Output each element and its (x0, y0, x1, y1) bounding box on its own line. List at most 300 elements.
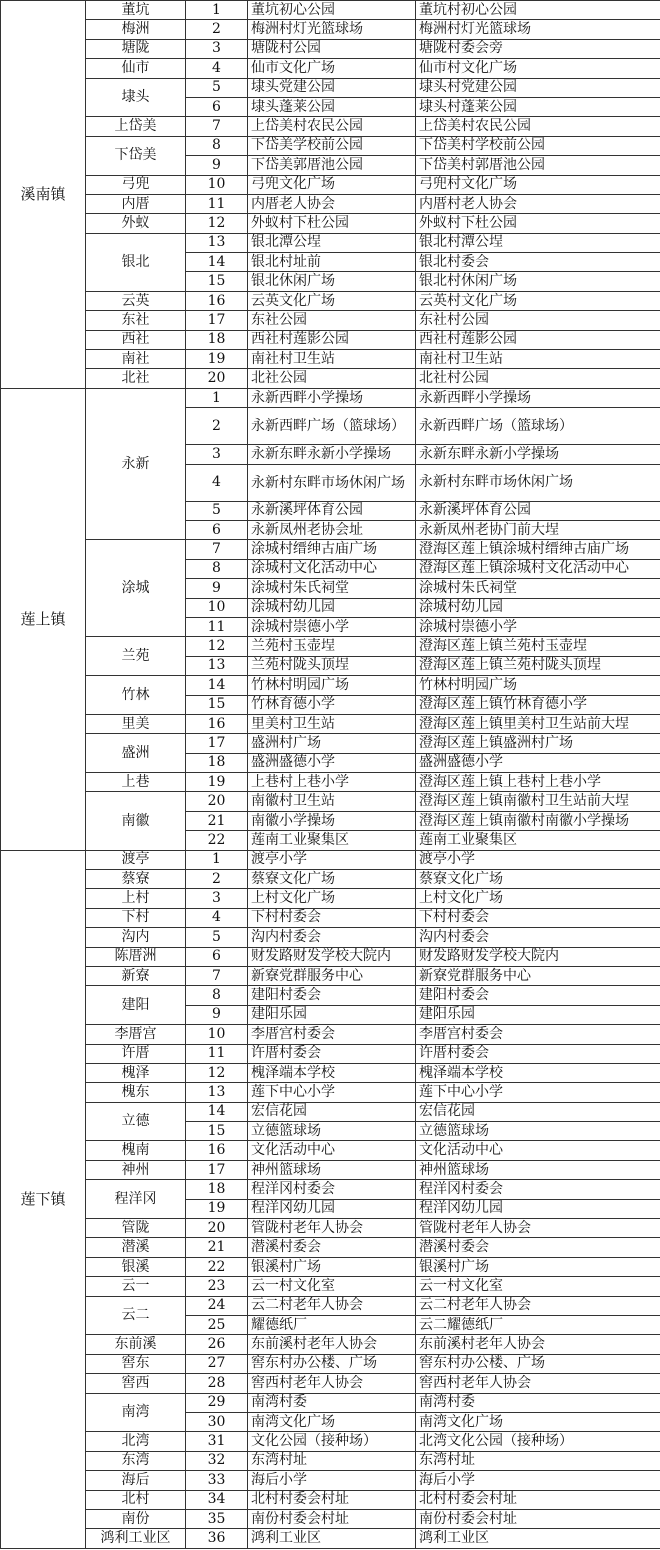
village-name-cell: 涂城 (86, 540, 186, 637)
table-row (1, 966, 660, 985)
table-row (1, 792, 660, 811)
site-name-cell: 云二村老年人协会 (248, 1296, 416, 1315)
site-address-cell: 渡亭小学 (416, 850, 660, 869)
site-number-cell: 2 (186, 870, 248, 889)
site-number-cell: 10 (186, 175, 248, 194)
village-name-cell: 槐南 (86, 1141, 186, 1160)
site-address-cell: 澄海区莲上镇南徽村卫生站前大埕 (416, 792, 660, 811)
village-name-cell: 竹林 (86, 676, 186, 715)
site-name-cell: 南徽村卫生站 (248, 792, 416, 811)
site-address-cell: 鸿利工业区 (416, 1529, 660, 1548)
table-row (1, 637, 660, 656)
site-number-cell: 22 (186, 831, 248, 850)
site-number-cell: 32 (186, 1451, 248, 1470)
village-name-cell: 北湾 (86, 1432, 186, 1451)
site-number-cell: 16 (186, 714, 248, 733)
site-address-cell: 立德篮球场 (416, 1122, 660, 1141)
site-address-cell: 永新西畔广场（篮球场） (416, 408, 660, 445)
site-number-cell: 6 (186, 97, 248, 116)
table-row (1, 78, 660, 97)
site-name-cell: 莲南工业聚集区 (248, 831, 416, 850)
site-number-cell: 18 (186, 1180, 248, 1199)
site-address-cell: 银北村潭公埕 (416, 233, 660, 252)
table-row (1, 1451, 660, 1470)
site-name-cell: 槐泽端本学校 (248, 1063, 416, 1082)
table-row (1, 330, 660, 349)
site-address-cell: 神州篮球场 (416, 1160, 660, 1179)
site-address-cell: 澄海区莲上镇兰苑村陇头顶埕 (416, 656, 660, 675)
table-row (1, 175, 660, 194)
site-address-cell: 银北村休闲广场 (416, 272, 660, 291)
site-number-cell: 6 (186, 520, 248, 539)
site-number-cell: 34 (186, 1490, 248, 1509)
site-number-cell: 15 (186, 1122, 248, 1141)
village-name-cell: 西社 (86, 330, 186, 349)
site-address-cell: 银溪村广场 (416, 1257, 660, 1276)
site-address-cell: 莲下中心小学 (416, 1083, 660, 1102)
site-address-cell: 塘陇村委会旁 (416, 39, 660, 58)
site-name-cell: 下岱美学校前公园 (248, 136, 416, 155)
table-row (1, 714, 660, 733)
site-address-cell: 东湾村址 (416, 1451, 660, 1470)
site-address-cell: 李厝宫村委会 (416, 1025, 660, 1044)
village-name-cell: 南湾 (86, 1393, 186, 1432)
table-row (1, 1257, 660, 1276)
site-number-cell: 12 (186, 214, 248, 233)
table-row (1, 1393, 660, 1412)
site-name-cell: 新寮党群服务中心 (248, 966, 416, 985)
site-name-cell: 沟内村委会 (248, 928, 416, 947)
village-name-cell: 潜溪 (86, 1238, 186, 1257)
site-address-cell: 南湾村委 (416, 1393, 660, 1412)
village-name-cell: 云英 (86, 291, 186, 310)
site-number-cell: 35 (186, 1509, 248, 1528)
site-name-cell: 梅洲村灯光篮球场 (248, 20, 416, 39)
site-address-cell: 潜溪村委会 (416, 1238, 660, 1257)
village-name-cell: 北村 (86, 1490, 186, 1509)
site-name-cell: 银北村址前 (248, 253, 416, 272)
village-name-cell: 下岱美 (86, 136, 186, 175)
village-name-cell: 神州 (86, 1160, 186, 1179)
site-number-cell: 6 (186, 947, 248, 966)
table-row (1, 1141, 660, 1160)
village-name-cell: 盛洲 (86, 734, 186, 773)
site-name-cell: 仙市文化广场 (248, 59, 416, 78)
site-number-cell: 19 (186, 1199, 248, 1218)
site-name-cell: 鸿利工业区 (248, 1529, 416, 1548)
site-name-cell: 程洋冈村委会 (248, 1180, 416, 1199)
site-name-cell: 弓兜文化广场 (248, 175, 416, 194)
site-address-cell: 外蚁村下杜公园 (416, 214, 660, 233)
table-row (1, 986, 660, 1005)
site-number-cell: 24 (186, 1296, 248, 1315)
site-name-cell: 涂城村崇德小学 (248, 617, 416, 636)
site-address-cell: 文化活动中心 (416, 1141, 660, 1160)
site-number-cell: 7 (186, 540, 248, 559)
village-name-cell: 新寮 (86, 966, 186, 985)
site-number-cell: 18 (186, 330, 248, 349)
site-number-cell: 5 (186, 78, 248, 97)
table-row (1, 540, 660, 559)
site-number-cell: 26 (186, 1335, 248, 1354)
site-address-cell: 澄海区莲上镇盛洲村广场 (416, 734, 660, 753)
site-address-cell: 董坑村初心公园 (416, 1, 660, 20)
site-address-cell: 许厝村委会 (416, 1044, 660, 1063)
table-row (1, 39, 660, 58)
village-name-cell: 下村 (86, 908, 186, 927)
site-address-cell: 南湾文化广场 (416, 1412, 660, 1431)
site-name-cell: 竹林村明园广场 (248, 676, 416, 695)
site-address-cell: 云一村文化室 (416, 1277, 660, 1296)
site-number-cell: 25 (186, 1316, 248, 1335)
site-number-cell: 15 (186, 272, 248, 291)
site-number-cell: 13 (186, 656, 248, 675)
table-row (1, 870, 660, 889)
site-number-cell: 31 (186, 1432, 248, 1451)
site-name-cell: 涂城村幼儿园 (248, 598, 416, 617)
village-name-cell: 梅洲 (86, 20, 186, 39)
site-address-cell: 西社村莲影公园 (416, 330, 660, 349)
site-name-cell: 建阳村委会 (248, 986, 416, 1005)
village-name-cell: 槐东 (86, 1083, 186, 1102)
table-row (1, 928, 660, 947)
site-name-cell: 蔡寮文化广场 (248, 870, 416, 889)
site-name-cell: 窖西村老年人协会 (248, 1374, 416, 1393)
site-name-cell: 银北休闲广场 (248, 272, 416, 291)
site-address-cell: 沟内村委会 (416, 928, 660, 947)
site-number-cell: 11 (186, 194, 248, 213)
site-name-cell: 上巷村上巷小学 (248, 773, 416, 792)
village-name-cell: 塘陇 (86, 39, 186, 58)
table-row (1, 59, 660, 78)
site-name-cell: 涂城村朱氏祠堂 (248, 579, 416, 598)
village-name-cell: 兰苑 (86, 637, 186, 676)
site-address-cell: 程洋冈幼儿园 (416, 1199, 660, 1218)
table-row (1, 1025, 660, 1044)
site-number-cell: 1 (186, 1, 248, 20)
village-name-cell: 东前溪 (86, 1335, 186, 1354)
site-address-cell: 下岱美村郭厝池公园 (416, 156, 660, 175)
site-name-cell: 永新西畔广场（篮球场） (248, 408, 416, 445)
table-row (1, 1219, 660, 1238)
site-address-cell: 永新村东畔市场休闲广场 (416, 464, 660, 501)
site-number-cell: 2 (186, 408, 248, 445)
site-address-cell: 埭头村蓬莱公园 (416, 97, 660, 116)
village-name-cell: 弓兜 (86, 175, 186, 194)
table-row (1, 1238, 660, 1257)
table-row (1, 676, 660, 695)
site-address-cell: 下村村委会 (416, 908, 660, 927)
village-name-cell: 渡亭 (86, 850, 186, 869)
site-address-cell: 下岱美村学校前公园 (416, 136, 660, 155)
site-name-cell: 西社村莲影公园 (248, 330, 416, 349)
village-name-cell: 永新 (86, 388, 186, 540)
site-name-cell: 里美村卫生站 (248, 714, 416, 733)
village-name-cell: 许厝 (86, 1044, 186, 1063)
village-name-cell: 窖东 (86, 1354, 186, 1373)
village-name-cell: 上巷 (86, 773, 186, 792)
site-name-cell: 埭头党建公园 (248, 78, 416, 97)
site-address-cell: 澄海区莲上镇涂城村缙绅古庙广场 (416, 540, 660, 559)
village-name-cell: 内厝 (86, 194, 186, 213)
village-name-cell: 建阳 (86, 986, 186, 1025)
table-row (1, 388, 660, 407)
site-number-cell: 33 (186, 1471, 248, 1490)
site-number-cell: 21 (186, 811, 248, 830)
site-name-cell: 财发路财发学校大院内 (248, 947, 416, 966)
site-number-cell: 4 (186, 908, 248, 927)
table-row (1, 1471, 660, 1490)
site-address-cell: 财发路财发学校大院内 (416, 947, 660, 966)
site-address-cell: 永新西畔小学操场 (416, 388, 660, 407)
site-number-cell: 13 (186, 1083, 248, 1102)
village-name-cell: 立德 (86, 1102, 186, 1141)
village-name-cell: 沟内 (86, 928, 186, 947)
table-row (1, 1529, 660, 1548)
site-name-cell: 永新东畔永新小学操场 (248, 445, 416, 464)
site-number-cell: 7 (186, 117, 248, 136)
table-row (1, 1160, 660, 1179)
site-number-cell: 20 (186, 1219, 248, 1238)
site-number-cell: 13 (186, 233, 248, 252)
table-body (1, 1, 660, 1549)
site-number-cell: 19 (186, 773, 248, 792)
village-name-cell: 银北 (86, 233, 186, 291)
site-name-cell: 北村村委会村址 (248, 1490, 416, 1509)
site-name-cell: 上村文化广场 (248, 889, 416, 908)
table-row (1, 1296, 660, 1315)
town-name-cell: 溪南镇 (1, 1, 86, 389)
table-row (1, 889, 660, 908)
site-name-cell: 东前溪村老年人协会 (248, 1335, 416, 1354)
table-row (1, 850, 660, 869)
site-address-cell: 南份村委会村址 (416, 1509, 660, 1528)
site-number-cell: 7 (186, 966, 248, 985)
site-number-cell: 12 (186, 1063, 248, 1082)
site-name-cell: 北社公园 (248, 369, 416, 388)
site-address-cell: 管陇村老年人协会 (416, 1219, 660, 1238)
site-number-cell: 30 (186, 1412, 248, 1431)
site-number-cell: 27 (186, 1354, 248, 1373)
site-name-cell: 永新溪坪体育公园 (248, 501, 416, 520)
village-name-cell: 云一 (86, 1277, 186, 1296)
village-name-cell: 云二 (86, 1296, 186, 1335)
site-address-cell: 上岱美村农民公园 (416, 117, 660, 136)
site-name-cell: 渡亭小学 (248, 850, 416, 869)
site-name-cell: 窖东村办公楼、广场 (248, 1354, 416, 1373)
site-number-cell: 8 (186, 559, 248, 578)
table-row (1, 734, 660, 753)
village-name-cell: 南份 (86, 1509, 186, 1528)
site-number-cell: 12 (186, 637, 248, 656)
table-row (1, 1490, 660, 1509)
site-address-cell: 梅洲村灯光篮球场 (416, 20, 660, 39)
site-address-cell: 澄海区莲上镇竹林育德小学 (416, 695, 660, 714)
site-number-cell: 1 (186, 388, 248, 407)
site-address-cell: 竹林村明园广场 (416, 676, 660, 695)
site-name-cell: 神州篮球场 (248, 1160, 416, 1179)
site-name-cell: 南湾村委 (248, 1393, 416, 1412)
village-name-cell: 鸿利工业区 (86, 1529, 186, 1548)
site-address-cell: 银北村委会 (416, 253, 660, 272)
site-number-cell: 10 (186, 598, 248, 617)
site-name-cell: 耀德纸厂 (248, 1316, 416, 1335)
village-name-cell: 外蚁 (86, 214, 186, 233)
site-name-cell: 永新西畔小学操场 (248, 388, 416, 407)
site-number-cell: 3 (186, 445, 248, 464)
site-number-cell: 4 (186, 464, 248, 501)
site-address-cell: 东前溪村老年人协会 (416, 1335, 660, 1354)
site-address-cell: 海后小学 (416, 1471, 660, 1490)
village-name-cell: 上村 (86, 889, 186, 908)
table-row (1, 1335, 660, 1354)
table-row (1, 1102, 660, 1121)
village-name-cell: 蔡寮 (86, 870, 186, 889)
site-name-cell: 永新凤州老协会址 (248, 520, 416, 539)
site-name-cell: 埭头蓬莱公园 (248, 97, 416, 116)
site-number-cell: 5 (186, 928, 248, 947)
site-name-cell: 文化公园（接种场） (248, 1432, 416, 1451)
village-name-cell: 程洋冈 (86, 1180, 186, 1219)
village-name-cell: 上岱美 (86, 117, 186, 136)
site-number-cell: 8 (186, 986, 248, 1005)
site-name-cell: 海后小学 (248, 1471, 416, 1490)
site-number-cell: 21 (186, 1238, 248, 1257)
table-row (1, 350, 660, 369)
site-address-cell: 永新东畔永新小学操场 (416, 445, 660, 464)
site-number-cell: 15 (186, 695, 248, 714)
site-name-cell: 盛洲盛德小学 (248, 753, 416, 772)
table-row (1, 214, 660, 233)
site-name-cell: 外蚁村下杜公园 (248, 214, 416, 233)
table-row (1, 908, 660, 927)
site-address-cell: 北湾文化公园（接种场） (416, 1432, 660, 1451)
village-name-cell: 南社 (86, 350, 186, 369)
town-name-cell: 莲下镇 (1, 850, 86, 1548)
table-row (1, 194, 660, 213)
site-name-cell: 上岱美村农民公园 (248, 117, 416, 136)
village-name-cell: 东湾 (86, 1451, 186, 1470)
table-row (1, 311, 660, 330)
site-name-cell: 兰苑村玉壶埕 (248, 637, 416, 656)
site-number-cell: 18 (186, 753, 248, 772)
village-name-cell: 窖西 (86, 1374, 186, 1393)
site-address-cell: 澄海区莲上镇兰苑村玉壶埕 (416, 637, 660, 656)
site-name-cell: 塘陇村公园 (248, 39, 416, 58)
site-address-cell: 北村村委会村址 (416, 1490, 660, 1509)
table-row (1, 1180, 660, 1199)
site-address-cell: 建阳村委会 (416, 986, 660, 1005)
site-number-cell: 10 (186, 1025, 248, 1044)
table-row (1, 1063, 660, 1082)
site-address-cell: 北社村公园 (416, 369, 660, 388)
site-address-cell: 弓兜村文化广场 (416, 175, 660, 194)
site-name-cell: 潜溪村委会 (248, 1238, 416, 1257)
table-row (1, 117, 660, 136)
site-address-cell: 涂城村崇德小学 (416, 617, 660, 636)
village-name-cell: 银溪 (86, 1257, 186, 1276)
site-number-cell: 14 (186, 1102, 248, 1121)
site-address-cell: 永新凤州老协门前大埕 (416, 520, 660, 539)
site-number-cell: 14 (186, 253, 248, 272)
site-number-cell: 22 (186, 1257, 248, 1276)
site-number-cell: 20 (186, 792, 248, 811)
table-row (1, 20, 660, 39)
site-number-cell: 29 (186, 1393, 248, 1412)
site-number-cell: 11 (186, 1044, 248, 1063)
site-name-cell: 文化活动中心 (248, 1141, 416, 1160)
site-address-cell: 莲南工业聚集区 (416, 831, 660, 850)
site-address-cell: 涂城村幼儿园 (416, 598, 660, 617)
table-row (1, 1044, 660, 1063)
village-name-cell: 仙市 (86, 59, 186, 78)
site-name-cell: 南徽小学操场 (248, 811, 416, 830)
site-address-cell: 盛洲盛德小学 (416, 753, 660, 772)
table-row (1, 136, 660, 155)
village-name-cell: 李厝宫 (86, 1025, 186, 1044)
site-number-cell: 16 (186, 291, 248, 310)
site-name-cell: 东湾村址 (248, 1451, 416, 1470)
site-name-cell: 竹林育德小学 (248, 695, 416, 714)
site-name-cell: 南份村委会村址 (248, 1509, 416, 1528)
site-name-cell: 下岱美郭厝池公园 (248, 156, 416, 175)
site-number-cell: 2 (186, 20, 248, 39)
site-address-cell: 云二耀德纸厂 (416, 1316, 660, 1335)
site-number-cell: 5 (186, 501, 248, 520)
site-address-cell: 宏信花园 (416, 1102, 660, 1121)
site-address-cell: 窖东村办公楼、广场 (416, 1354, 660, 1373)
site-number-cell: 1 (186, 850, 248, 869)
town-name-cell: 莲上镇 (1, 388, 86, 850)
village-name-cell: 海后 (86, 1471, 186, 1490)
site-name-cell: 银北潭公埕 (248, 233, 416, 252)
site-name-cell: 建阳乐园 (248, 1005, 416, 1024)
table-row (1, 947, 660, 966)
site-name-cell: 宏信花园 (248, 1102, 416, 1121)
site-address-cell: 内厝村老人协会 (416, 194, 660, 213)
village-name-cell: 陈厝洲 (86, 947, 186, 966)
site-name-cell: 永新村东畔市场休闲广场 (248, 464, 416, 501)
site-name-cell: 南湾文化广场 (248, 1412, 416, 1431)
site-address-cell: 澄海区莲上镇里美村卫生站前大埕 (416, 714, 660, 733)
site-number-cell: 11 (186, 617, 248, 636)
site-name-cell: 许厝村委会 (248, 1044, 416, 1063)
site-number-cell: 3 (186, 889, 248, 908)
village-name-cell: 南徽 (86, 792, 186, 850)
site-number-cell: 17 (186, 1160, 248, 1179)
site-address-cell: 南社村卫生站 (416, 350, 660, 369)
site-number-cell: 16 (186, 1141, 248, 1160)
site-address-cell: 仙市村文化广场 (416, 59, 660, 78)
site-address-cell: 澄海区莲上镇上巷村上巷小学 (416, 773, 660, 792)
table-row (1, 1277, 660, 1296)
site-number-cell: 36 (186, 1529, 248, 1548)
site-number-cell: 8 (186, 136, 248, 155)
table-row (1, 1432, 660, 1451)
village-name-cell: 东社 (86, 311, 186, 330)
village-name-cell: 槐泽 (86, 1063, 186, 1082)
site-address-cell: 东社村公园 (416, 311, 660, 330)
site-name-cell: 程洋冈幼儿园 (248, 1199, 416, 1218)
site-name-cell: 云一村文化室 (248, 1277, 416, 1296)
table-row (1, 773, 660, 792)
site-number-cell: 20 (186, 369, 248, 388)
site-name-cell: 南社村卫生站 (248, 350, 416, 369)
site-number-cell: 17 (186, 734, 248, 753)
site-number-cell: 17 (186, 311, 248, 330)
village-name-cell: 里美 (86, 714, 186, 733)
site-name-cell: 东社公园 (248, 311, 416, 330)
